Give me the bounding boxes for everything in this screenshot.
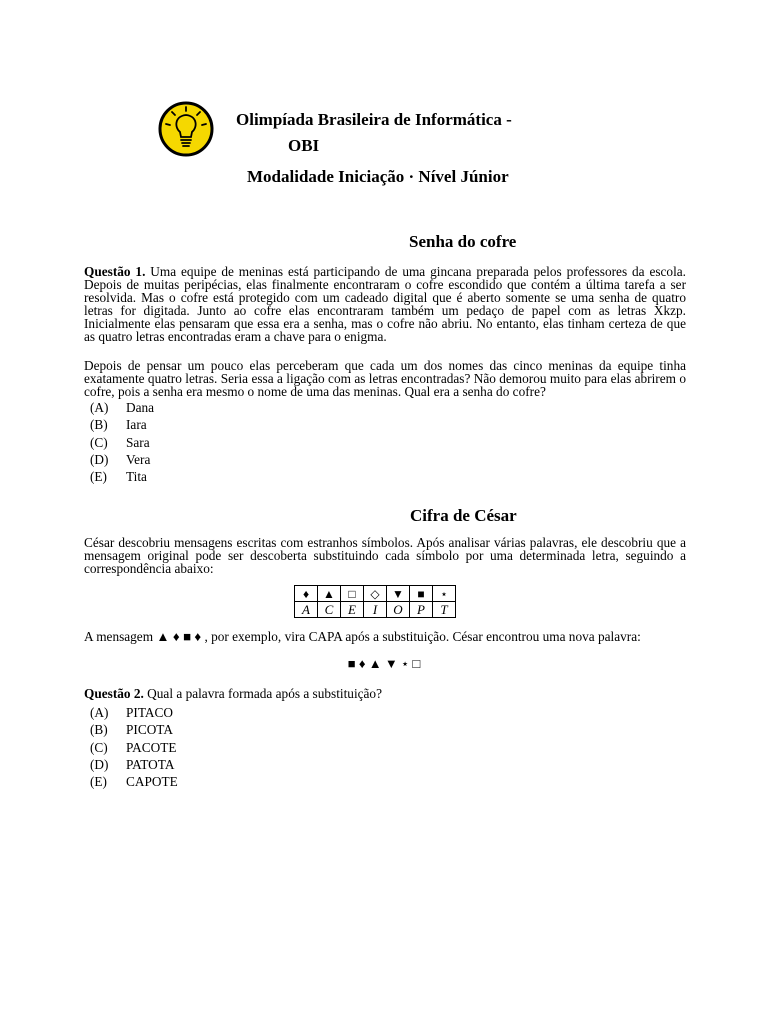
cipher-table (294, 585, 456, 618)
question2-paragraph (84, 688, 686, 701)
question2-options (90, 704, 178, 790)
section2-title: Cifra de César (410, 506, 517, 525)
option-text: PITACO (126, 705, 173, 720)
option-text: Sara (126, 434, 150, 450)
section1-title: Senha do cofre (409, 232, 517, 251)
option-label: (A) (90, 705, 109, 720)
obi-lightbulb-logo (158, 101, 214, 157)
cipher-letters-row (295, 602, 456, 618)
option-label: (B) (90, 722, 108, 738)
cipher-symbol: ■ (410, 586, 433, 602)
cipher-letter: I (364, 602, 387, 618)
option-label: (E) (90, 469, 107, 485)
option-e[interactable] (90, 468, 154, 485)
option-label: (C) (90, 739, 108, 755)
option-text: CAPOTE (126, 774, 178, 790)
option-a[interactable] (90, 704, 178, 721)
option-label: (D) (90, 756, 109, 772)
option-b[interactable] (90, 416, 154, 433)
cipher-new-word: ■ ♦ ▲ ▼ ⋆ □ (347, 656, 421, 671)
cipher-symbol: □ (341, 586, 364, 602)
option-e[interactable] (90, 773, 178, 790)
cipher-letter: C (318, 602, 341, 618)
cipher-symbol: ⋆ (433, 586, 456, 602)
option-text: Iara (126, 417, 147, 433)
cipher-symbol: ▼ (387, 586, 410, 602)
question2-text: Qual a palavra formada após a substituição? (143, 686, 382, 701)
cipher-symbol: ♦ (295, 586, 318, 602)
question1-paragraph (84, 266, 686, 343)
option-label: (E) (90, 774, 107, 790)
question1-paragraph2: Depois de pensar um pouco elas perceberam que cada um dos nomes das cinco meninas da equipe tinha exatamente quatro letras. Seria essa a ligação com as letras encontradas? Não demorou muito para elas abrirem o cofre, pois a senha era mesmo o nome de uma das meninas. Qual era a senha do cofre? (84, 358, 686, 399)
question1-text: Uma equipe de meninas está participando de uma gincana preparada pelos professores da escola. Depois de muitas peripécias, elas finalmente encontraram o cofre escondido que contém a última tarefa a ser resolvida. Mas o cofre está protegido com um cadeado digital que é aberto somente se uma senha de quatro letras for digitada. Junto ao cofre elas encontraram também um pedaço de papel com as letras Xkzp. Inicialmente elas pensaram que essa era a senha, mas o cofre não abriu. No entanto, elas tinham certeza de que as quatro letras encontradas eram a chave para o enigma. (84, 264, 686, 344)
option-label: (D) (90, 451, 109, 467)
header-subtitle: Modalidade Iniciação · Nível Júnior (247, 167, 509, 186)
cipher-letter: E (341, 602, 364, 618)
question2-label: Questão 2. (84, 686, 144, 701)
option-text: Vera (126, 451, 151, 467)
header-title-line2: OBI (288, 136, 320, 155)
section2-intro: César descobriu mensagens escritas com estranhos símbolos. Após analisar várias palavras, ele descobriu que a mensagem original pode ser descoberta substituindo cada símbolo por uma determinada letra, seguindo a correspondência abaixo: (84, 535, 686, 576)
cipher-letter: P (410, 602, 433, 618)
option-a[interactable] (90, 399, 154, 416)
option-c[interactable] (90, 739, 178, 756)
cipher-letter: T (433, 602, 456, 618)
option-text: Tita (126, 469, 147, 485)
question1-options (90, 399, 154, 485)
option-text: PICOTA (126, 722, 173, 738)
header-title-line1: Olimpíada Brasileira de Informática - (236, 110, 512, 129)
cipher-letter: A (295, 602, 318, 618)
cipher-symbols-row (295, 586, 456, 602)
option-d[interactable] (90, 451, 154, 468)
option-text: PACOTE (126, 739, 177, 755)
cipher-letter: O (387, 602, 410, 618)
option-text: Dana (126, 400, 155, 415)
option-label: (C) (90, 434, 108, 450)
cipher-example: A mensagem ▲ ♦ ■ ♦ , por exemplo, vira CAPA após a substituição. César encontrou uma nova palavra: (84, 629, 641, 644)
option-d[interactable] (90, 756, 178, 773)
cipher-symbol: ◇ (364, 586, 387, 602)
option-label: (A) (90, 400, 109, 415)
option-c[interactable] (90, 434, 154, 451)
question1-label: Questão 1. (84, 264, 146, 279)
option-text: PATOTA (126, 756, 175, 772)
cipher-symbol: ▲ (318, 586, 341, 602)
option-b[interactable] (90, 721, 178, 738)
option-label: (B) (90, 417, 108, 433)
